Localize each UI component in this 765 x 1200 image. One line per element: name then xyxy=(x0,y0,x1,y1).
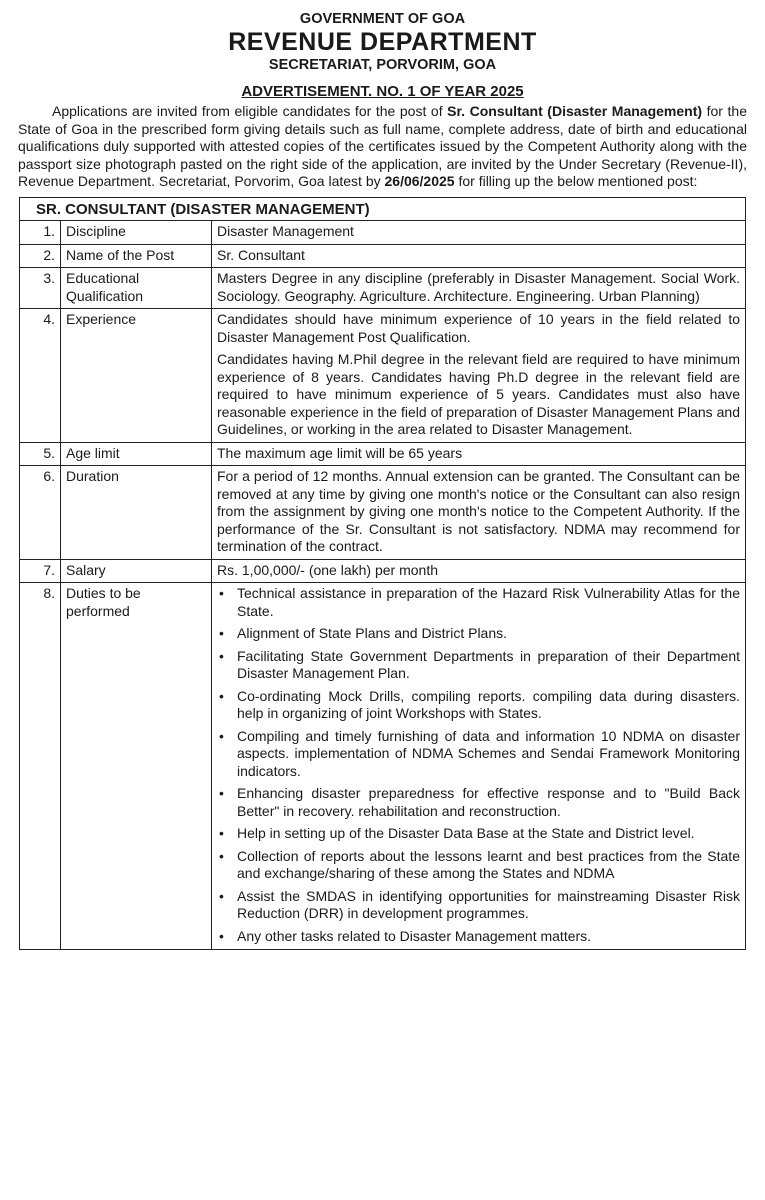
list-item: • Co-ordinating Mock Drills, compiling reports. compiling data during disasters. help in organizing of joint Workshops with States. xyxy=(237,688,740,723)
list-item: • Alignment of State Plans and District Plans. xyxy=(237,625,740,643)
row-value xyxy=(212,309,746,443)
table-row xyxy=(20,583,746,950)
address-heading: SECRETARIAT, PORVORIM, GOA xyxy=(268,57,497,73)
row-label: Discipline xyxy=(61,221,212,245)
list-item: • Facilitating State Government Departments in preparation of their Department Disaster Management Plan. xyxy=(237,648,740,683)
row-number: 4. xyxy=(20,309,61,443)
duties-list xyxy=(217,585,740,945)
row-label: Experience xyxy=(61,309,212,443)
row-value: Rs. 1,00,000/- (one lakh) per month xyxy=(212,559,746,583)
experience-paragraph-2: Candidates having M.Phil degree in the relevant field are required to have minimum experience of 8 years. Candidates having Ph.D degree in the relevant field are required to have minimum experience of 5 years. Candidates must also have reasonable experience in the field of preparation of Disaster Management Plans and Guidelines, or working in the area related to Disaster Management. xyxy=(217,351,740,437)
intro-text-2: for the State of Goa in the prescribed form giving details such as full name, complete address, date of birth and educational qualifications duly supported with attested copies of the certificates issued by the Competent Authority along with the passport size photograph pasted on the right side of the application, are invited by the Under Secretary (Revenue-II), Revenue Department. Secretariat, Porvorim, Goa latest by xyxy=(18,103,747,189)
row-number: 8. xyxy=(20,583,61,950)
table-row xyxy=(20,466,746,560)
table-row xyxy=(20,268,746,309)
government-heading: GOVERNMENT OF GOA xyxy=(299,11,466,27)
row-value: For a period of 12 months. Annual extension can be granted. The Consultant can be removed at any time by giving one month's notice or the Consultant can also resign from the assignment by giving one month's notice to the Competent Authority. If the performance of the Sr. Consultant is not satisfactory. NDMA may recommend for termination of the contract. xyxy=(212,466,746,560)
table-row xyxy=(20,442,746,466)
row-label: Duties to be performed xyxy=(61,583,212,950)
table-row xyxy=(20,309,746,443)
row-number: 1. xyxy=(20,221,61,245)
intro-paragraph xyxy=(18,103,747,191)
department-heading: REVENUE DEPARTMENT xyxy=(228,28,537,56)
row-number: 6. xyxy=(20,466,61,560)
intro-text-3: for filling up the below mentioned post: xyxy=(454,173,698,189)
post-details-table xyxy=(19,197,746,951)
row-label: Educational Qualification xyxy=(61,268,212,309)
table-row xyxy=(20,559,746,583)
advertisement-number: ADVERTISEMENT. NO. 1 OF YEAR 2025 xyxy=(241,83,524,100)
row-value: Sr. Consultant xyxy=(212,244,746,268)
row-label: Duration xyxy=(61,466,212,560)
row-value: The maximum age limit will be 65 years xyxy=(212,442,746,466)
experience-paragraph-1: Candidates should have minimum experience of 10 years in the field related to Disaster Management Post Qualification. xyxy=(217,311,740,345)
list-item: • Help in setting up of the Disaster Data Base at the State and District level. xyxy=(237,825,740,843)
table-title-row xyxy=(20,197,746,221)
row-value: Masters Degree in any discipline (preferably in Disaster Management. Social Work. Sociology. Geography. Agriculture. Architecture. Engineering. Urban Planning) xyxy=(212,268,746,309)
row-number: 3. xyxy=(20,268,61,309)
list-item: • Collection of reports about the lessons learnt and best practices from the State and exchange/sharing of these among the States and NDMA xyxy=(237,848,740,883)
list-item: • Enhancing disaster preparedness for effective response and to "Build Back Better" in recovery. rehabilitation and reconstruction. xyxy=(237,785,740,820)
row-number: 7. xyxy=(20,559,61,583)
intro-post-name: Sr. Consultant (Disaster Management) xyxy=(447,103,703,119)
row-label: Name of the Post xyxy=(61,244,212,268)
row-label: Salary xyxy=(61,559,212,583)
intro-text-1: Applications are invited from eligible candidates for the post of xyxy=(52,103,448,119)
intro-last-date: 26/06/2025 xyxy=(384,173,455,189)
row-label: Age limit xyxy=(61,442,212,466)
list-item: • Technical assistance in preparation of the Hazard Risk Vulnerability Atlas for the State. xyxy=(237,585,740,620)
list-item: • Assist the SMDAS in identifying opportunities for mainstreaming Disaster Risk Reduction (DRR) in development programmes. xyxy=(237,888,740,923)
table-title: SR. CONSULTANT (DISASTER MANAGEMENT) xyxy=(20,197,746,221)
row-value: Disaster Management xyxy=(212,221,746,245)
list-item: • Compiling and timely furnishing of data and information 10 NDMA on disaster aspects. implementation of NDMA Schemes and Sendai Framework Monitoring indicators. xyxy=(237,728,740,781)
table-row xyxy=(20,244,746,268)
table-row xyxy=(20,221,746,245)
list-item: • Any other tasks related to Disaster Management matters. xyxy=(237,928,740,946)
row-number: 2. xyxy=(20,244,61,268)
row-number: 5. xyxy=(20,442,61,466)
row-value xyxy=(212,583,746,950)
